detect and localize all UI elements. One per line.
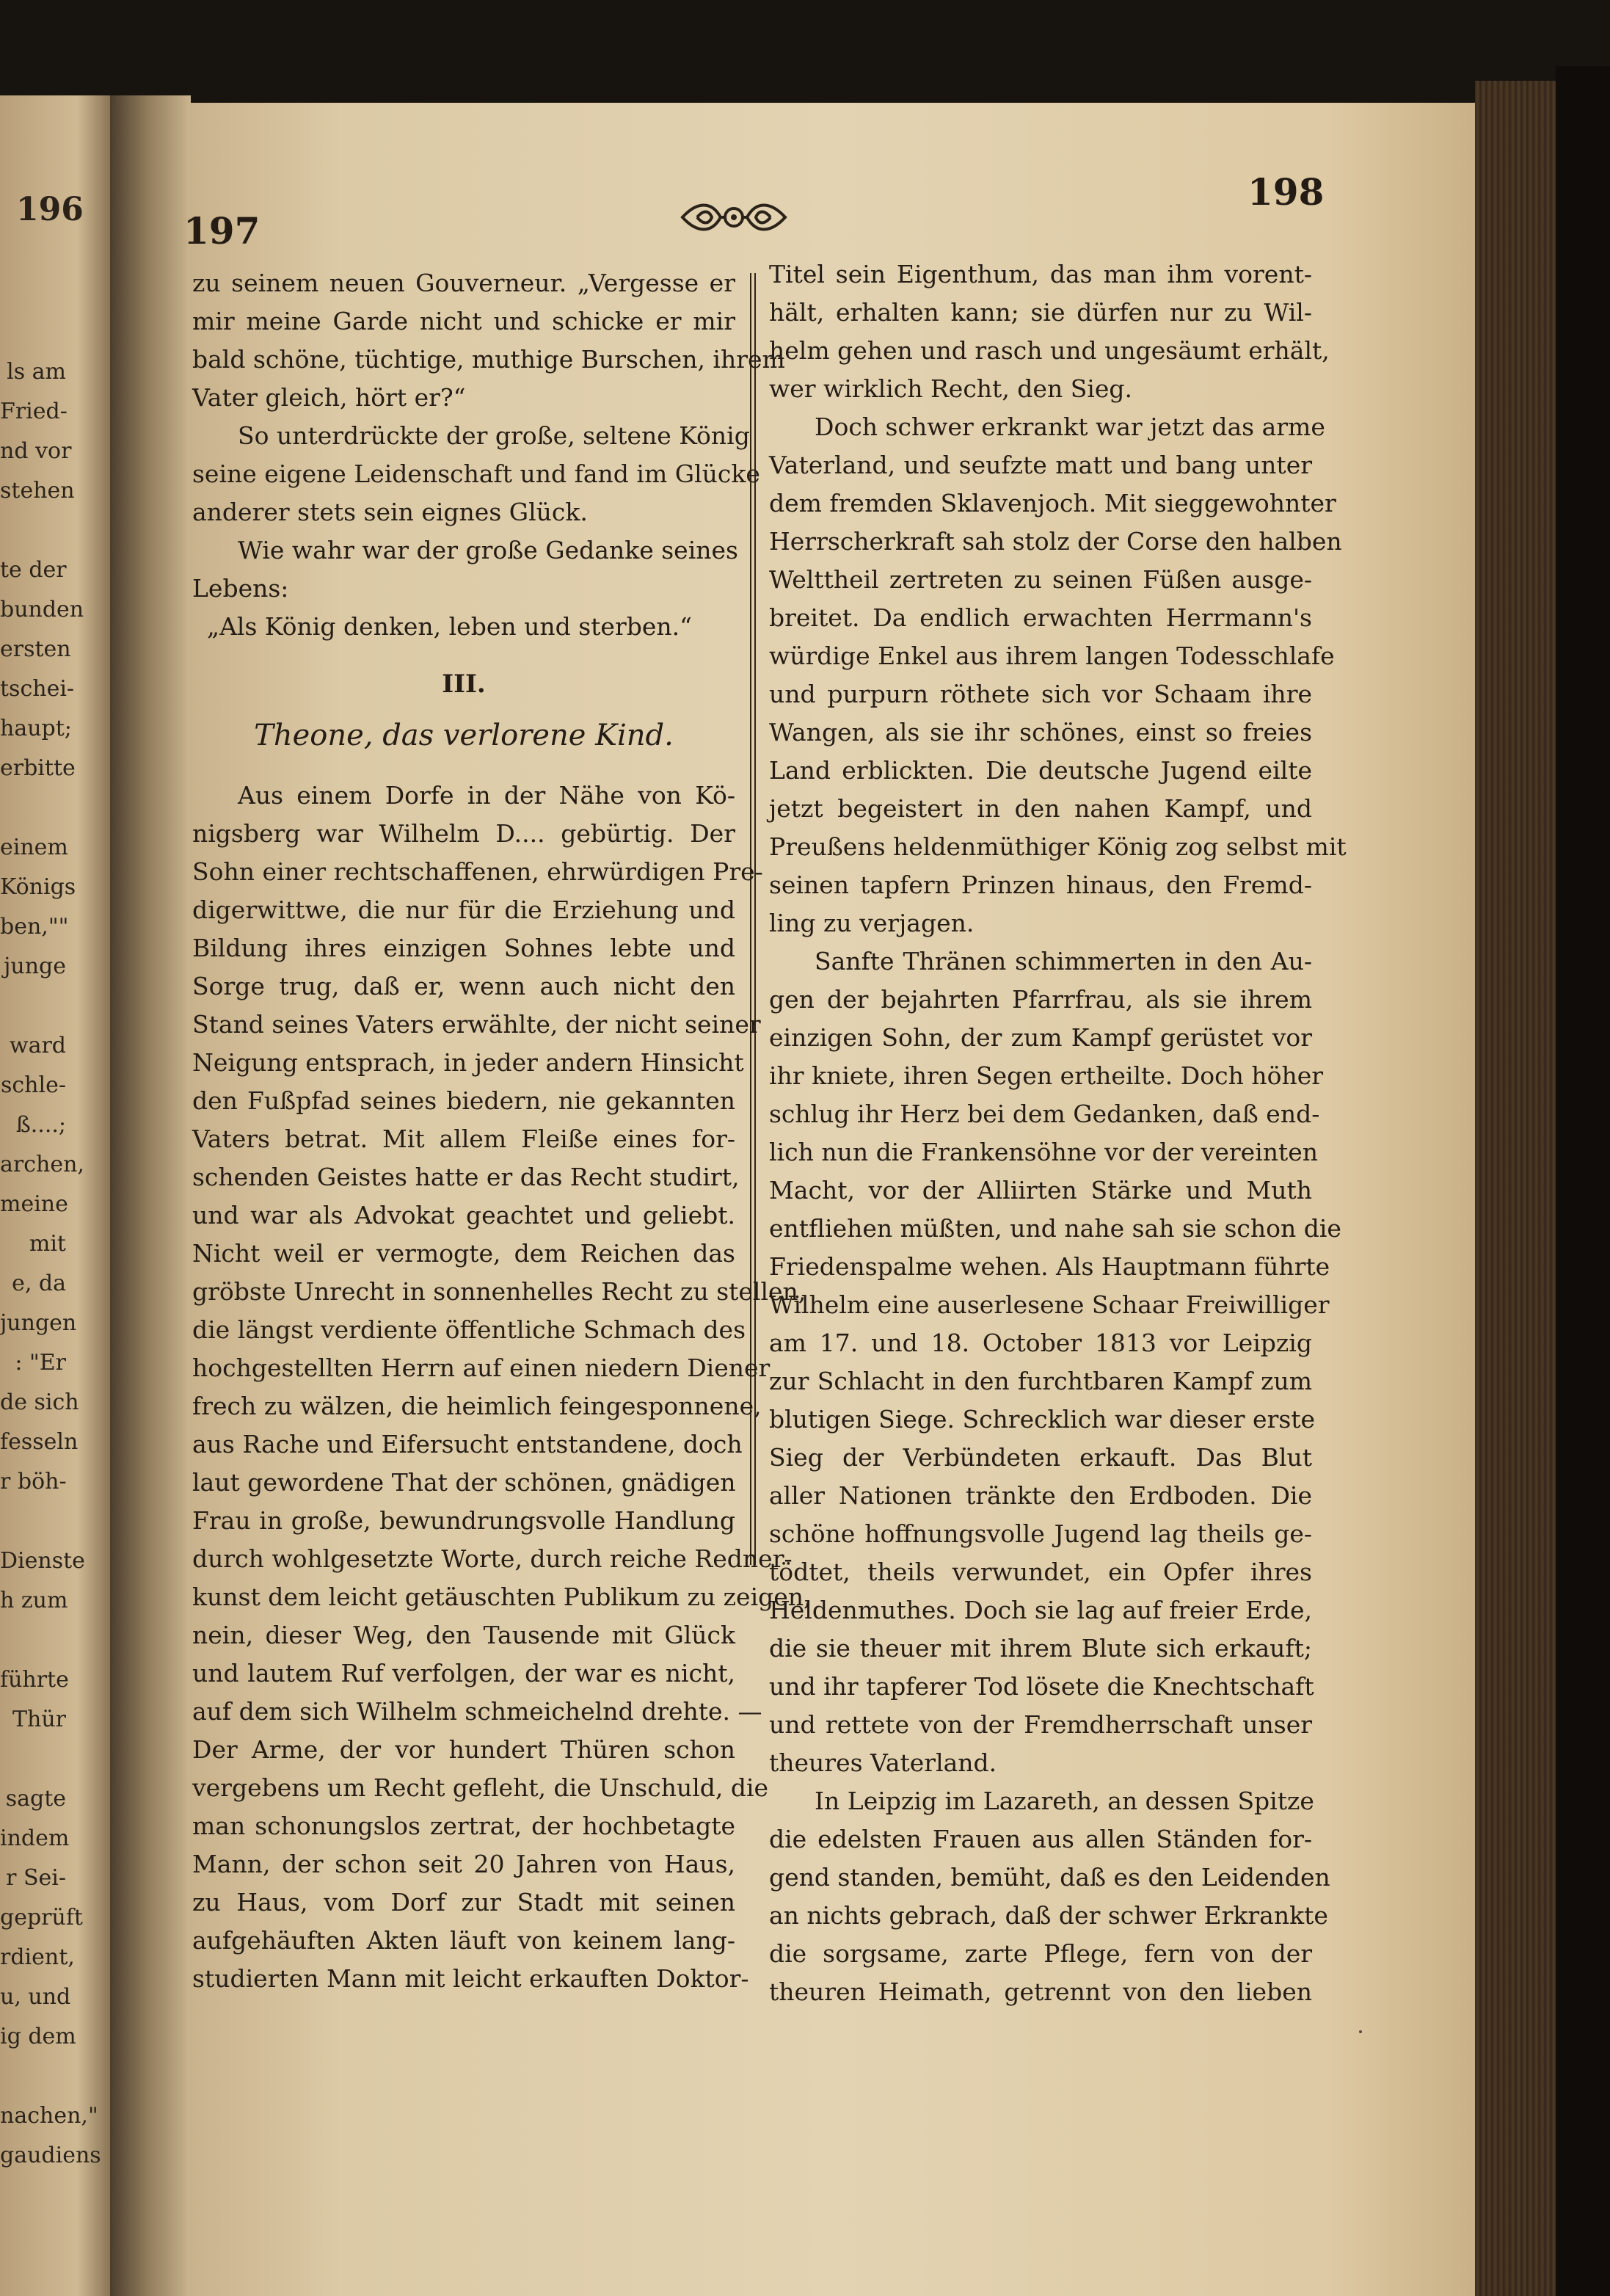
text-line: man schonungslos zertrat, der hochbetagte <box>192 1812 735 1840</box>
previous-page-fragment <box>0 1502 66 1541</box>
text-line: Sieg der Verbündeten erkauft. Das Blut <box>769 1443 1312 1472</box>
previous-page-fragment: ersten <box>0 636 71 662</box>
text-line: frech zu wälzen, die heimlich feingesponnene, <box>192 1392 762 1420</box>
previous-page-fragment <box>0 987 66 1026</box>
text-line: laut gewordene That der schönen, gnädigen <box>192 1468 736 1497</box>
text-line: würdige Enkel aus ihrem langen Todesschlafe <box>769 642 1335 670</box>
text-line: nigsberg war Wilhelm D.... gebürtig. Der <box>192 819 735 848</box>
text-line: Friedenspalme wehen. Als Hauptmann führte <box>769 1252 1330 1281</box>
previous-page-fragment <box>0 1621 66 1660</box>
text-line: Wie wahr war der große Gedanke seines <box>238 536 738 564</box>
previous-page-fragments <box>0 352 101 2176</box>
right-paragraph-2 <box>769 408 1347 942</box>
text-line: und lautem Ruf verfolgen, der war es nicht, <box>192 1659 735 1688</box>
previous-page-fragment: Königs <box>0 874 76 900</box>
previous-page-fragment: nd vor <box>0 438 72 464</box>
text-line: am 17. und 18. October 1813 vor Leipzig <box>769 1329 1312 1357</box>
text-line: Stand seines Vaters erwählte, der nicht seiner <box>192 1010 761 1039</box>
previous-page-fragment: nachen," <box>0 2103 98 2129</box>
floral-ornament-icon <box>675 197 793 238</box>
text-line: und war als Advokat geachtet und geliebt. <box>192 1201 735 1229</box>
text-line: mir meine Garde nicht und schicke er mir <box>192 307 735 335</box>
previous-page-fragment: einem <box>0 835 68 860</box>
text-line: jetzt begeistert in den nahen Kampf, und <box>769 794 1312 823</box>
previous-page-fragment: erbitte <box>0 755 76 781</box>
paper-speck <box>1359 2030 1362 2033</box>
left-body-paragraph <box>192 777 812 1998</box>
previous-page-fragment: sagte <box>5 1786 66 1812</box>
text-line: studierten Mann mit leicht erkauften Doktor- <box>192 1964 749 1993</box>
text-line: durch wohlgesetzte Worte, durch reiche Redner- <box>192 1544 793 1573</box>
previous-page-fragment: führte <box>0 1667 69 1693</box>
text-line: Aus einem Dorfe in der Nähe von Kö- <box>238 781 735 810</box>
text-line: Heldenmuthes. Doch sie lag auf freier Erde, <box>769 1596 1312 1624</box>
text-line: auf dem sich Wilhelm schmeichelnd drehte. — <box>192 1697 762 1726</box>
right-paragraph-1 <box>769 255 1330 408</box>
text-line: den Fußpfad seines biedern, nie gekannten <box>192 1086 735 1115</box>
text-line: Herrscherkraft sah stolz der Corse den halben <box>769 527 1342 556</box>
section-title: Theone, das verlorene Kind. <box>254 719 674 752</box>
previous-page-fragment: ß....; <box>15 1112 66 1138</box>
text-line: schenden Geistes hatte er das Recht studirt, <box>192 1163 740 1191</box>
text-line: Wangen, als sie ihr schönes, einst so freies <box>769 718 1312 746</box>
text-line: schlug ihr Herz bei dem Gedanken, daß end- <box>769 1100 1320 1128</box>
previous-page-fragment: schle- <box>0 1072 66 1098</box>
text-line: Frau in große, bewundrungsvolle Handlung <box>192 1506 735 1535</box>
text-line: hochgestellten Herrn auf einen niedern Diener <box>192 1354 771 1382</box>
previous-page-fragment: geprüft <box>0 1905 83 1930</box>
left-paragraph-2 <box>192 417 760 531</box>
text-line: die sie theuer mit ihrem Blute sich erkauft; <box>769 1634 1312 1663</box>
previous-page-fragment: : "Er <box>15 1350 66 1376</box>
text-line: Sorge trug, daß er, wenn auch nicht den <box>192 972 735 1000</box>
text-line: dem fremden Sklavenjoch. Mit sieggewohnter <box>769 489 1336 517</box>
previous-page-fragment: Dienste <box>0 1548 85 1574</box>
text-line: seinen tapfern Prinzen hinaus, den Fremd- <box>769 871 1312 899</box>
previous-page-fragment: ward <box>9 1033 66 1058</box>
previous-page-fragment: stehen <box>0 478 75 504</box>
right-column <box>769 255 1347 2011</box>
page-number-left: 197 <box>183 209 261 253</box>
text-line: Vaters betrat. Mit allem Fleiße eines for- <box>192 1125 735 1153</box>
right-paragraph-4 <box>769 1782 1330 2011</box>
text-line: blutigen Siege. Schrecklich war dieser erste <box>769 1405 1316 1434</box>
previous-page-fragment: r böh- <box>0 1469 67 1494</box>
text-line: bald schöne, tüchtige, muthige Burschen, ihrem <box>192 345 785 374</box>
text-line: Sohn einer rechtschaffenen, ehrwürdigen Pre- <box>192 857 763 886</box>
text-line: die längst verdiente öffentliche Schmach des <box>192 1315 746 1344</box>
text-line: nein, dieser Weg, den Tausende mit Glück <box>192 1621 735 1649</box>
previous-page-fragment: haupt; <box>0 716 72 741</box>
previous-page-fragment: h zum <box>0 1588 68 1613</box>
text-line: aus Rache und Eifersucht entstandene, doch <box>192 1430 743 1458</box>
book-gutter <box>110 95 191 2296</box>
text-line: Sanfte Thränen schimmerten in den Au- <box>815 947 1312 976</box>
text-line: Bildung ihres einzigen Sohnes lebte und <box>192 934 735 962</box>
previous-page-fragment: gaudiens <box>0 2143 101 2168</box>
text-line: Wilhelm eine auserlesene Schaar Freiwilliger <box>769 1290 1330 1319</box>
previous-page-fragment: bunden <box>0 597 84 622</box>
text-line: wer wirklich Recht, den Sieg. <box>769 374 1132 403</box>
text-line: Mann, der schon seit 20 Jahren von Haus, <box>192 1850 735 1878</box>
text-line: Lebens: <box>192 574 289 603</box>
text-line: und ihr tapferer Tod lösete die Knechtschaft <box>769 1672 1314 1701</box>
previous-page-fragment <box>0 788 66 828</box>
text-line: Macht, vor der Alliirten Stärke und Muth <box>769 1176 1312 1205</box>
text-line: tödtet, theils verwundet, ein Opfer ihres <box>769 1558 1312 1586</box>
previous-page-fragment: meine <box>0 1191 68 1217</box>
previous-page-fragment <box>0 511 66 551</box>
text-line: Titel sein Eigenthum, das man ihm vorent- <box>769 260 1312 288</box>
text-line: ihr kniete, ihren Segen ertheilte. Doch höher <box>769 1061 1324 1090</box>
text-line: die edelsten Frauen aus allen Ständen for- <box>769 1825 1312 1853</box>
previous-page-fragment: ls am <box>7 359 66 385</box>
text-line: zur Schlacht in den furchtbaren Kampf zum <box>769 1367 1312 1395</box>
text-line: und purpurn röthete sich vor Schaam ihre <box>769 680 1312 708</box>
text-line: aller Nationen tränkte den Erdboden. Die <box>769 1481 1312 1510</box>
previous-page-number: 196 <box>16 191 84 228</box>
text-line: Vaterland, und seufzte matt und bang unter <box>769 451 1312 479</box>
previous-page-fragment <box>0 2057 66 2096</box>
text-line: gen der bejahrten Pfarrfrau, als sie ihrem <box>769 985 1312 1014</box>
previous-page-fragment: indem <box>0 1825 70 1851</box>
text-line: digerwittwe, die nur für die Erziehung und <box>192 895 735 924</box>
previous-page-fragment: Fried- <box>0 399 68 424</box>
previous-page-fragment: ig dem <box>0 2024 76 2049</box>
text-line: aufgehäuften Akten läuft von keinem lang- <box>192 1926 735 1955</box>
left-paragraph-3 <box>192 531 738 608</box>
section-number: III. <box>442 669 486 699</box>
previous-page-fragment: de sich <box>0 1389 79 1415</box>
text-line: breitet. Da endlich erwachten Herrmann's <box>769 603 1312 632</box>
text-line: schöne hoffnungsvolle Jugend lag theils ge- <box>769 1519 1312 1548</box>
previous-page-fragment: archen, <box>0 1152 84 1177</box>
previous-page-fragment: junge <box>4 953 66 979</box>
previous-page <box>0 95 110 2296</box>
text-line: Der Arme, der vor hundert Thüren schon <box>192 1735 735 1764</box>
text-line: entfliehen müßten, und nahe sah sie schon die <box>769 1214 1341 1243</box>
king-quote: „Als König denken, leben und sterben.“ <box>207 612 692 641</box>
text-line: theures Vaterland. <box>769 1748 997 1777</box>
text-line: Doch schwer erkrankt war jetzt das arme <box>815 413 1325 441</box>
text-line: So unterdrückte der große, seltene König <box>238 421 750 450</box>
text-line: Vater gleich, hört er?“ <box>192 383 466 412</box>
text-line: hält, erhalten kann; sie dürfen nur zu Wil- <box>769 298 1312 327</box>
text-line: Nicht weil er vermogte, dem Reichen das <box>192 1239 735 1268</box>
previous-page-fragment: rdient, <box>0 1944 75 1970</box>
previous-page-fragment: fesseln <box>0 1429 79 1455</box>
text-line: an nichts gebrach, daß der schwer Erkrankte <box>769 1901 1328 1930</box>
text-line: gröbste Unrecht in sonnenhelles Recht zu stellen, <box>192 1277 806 1306</box>
left-column <box>192 264 812 1998</box>
text-line: anderer stets sein eignes Glück. <box>192 498 588 526</box>
right-paragraph-3 <box>769 942 1341 1782</box>
text-line: In Leipzig im Lazareth, an dessen Spitze <box>815 1787 1314 1815</box>
text-line: kunst dem leicht getäuschten Publikum zu zeigen, <box>192 1583 812 1611</box>
text-line: Welttheil zertreten zu seinen Füßen ausge- <box>769 565 1312 594</box>
left-intro-paragraph <box>192 264 785 417</box>
previous-page-fragment: r Sei- <box>6 1865 66 1891</box>
text-line: Preußens heldenmüthiger König zog selbst mit <box>769 832 1347 861</box>
text-line: Neigung entsprach, in jeder andern Hinsicht <box>192 1048 744 1077</box>
background-shadow <box>1556 66 1610 2296</box>
text-line: seine eigene Leidenschaft und fand im Glücke <box>192 459 760 488</box>
text-line: ling zu verjagen. <box>769 909 975 937</box>
previous-page-fragment: te der <box>0 557 67 583</box>
previous-page-fragment: ben,"" <box>0 914 69 940</box>
text-line: zu seinem neuen Gouverneur. „Vergesse er <box>192 269 735 297</box>
previous-page-fragment: Thür <box>12 1707 66 1732</box>
text-line: theuren Heimath, getrennt von den lieben <box>769 1977 1312 2006</box>
text-line: lich nun die Frankensöhne vor der vereinten <box>769 1138 1319 1166</box>
previous-page-fragment: e, da <box>12 1271 66 1296</box>
text-line: und rettete von der Fremdherrschaft unser <box>769 1710 1312 1739</box>
text-line: gend standen, bemüht, daß es den Leidenden <box>769 1863 1330 1892</box>
text-line: Land erblickten. Die deutsche Jugend eilte <box>769 756 1312 785</box>
page-block-edge <box>1475 81 1556 2296</box>
text-line: vergebens um Recht gefleht, die Unschuld, die <box>192 1773 769 1802</box>
previous-page-fragment: u, und <box>0 1984 71 2010</box>
previous-page-fragment: mit <box>29 1231 66 1257</box>
text-line: einzigen Sohn, der zum Kampf gerüstet vor <box>769 1023 1312 1052</box>
previous-page-fragment: tschei- <box>0 676 75 702</box>
previous-page-fragment: jungen <box>0 1310 77 1336</box>
text-line: helm gehen und rasch und ungesäumt erhält, <box>769 336 1330 365</box>
text-line: die sorgsame, zarte Pflege, fern von der <box>769 1939 1312 1968</box>
page-number-right: 198 <box>1247 170 1325 214</box>
previous-page-fragment <box>0 1740 66 1779</box>
text-line: zu Haus, vom Dorf zur Stadt mit seinen <box>192 1888 735 1917</box>
